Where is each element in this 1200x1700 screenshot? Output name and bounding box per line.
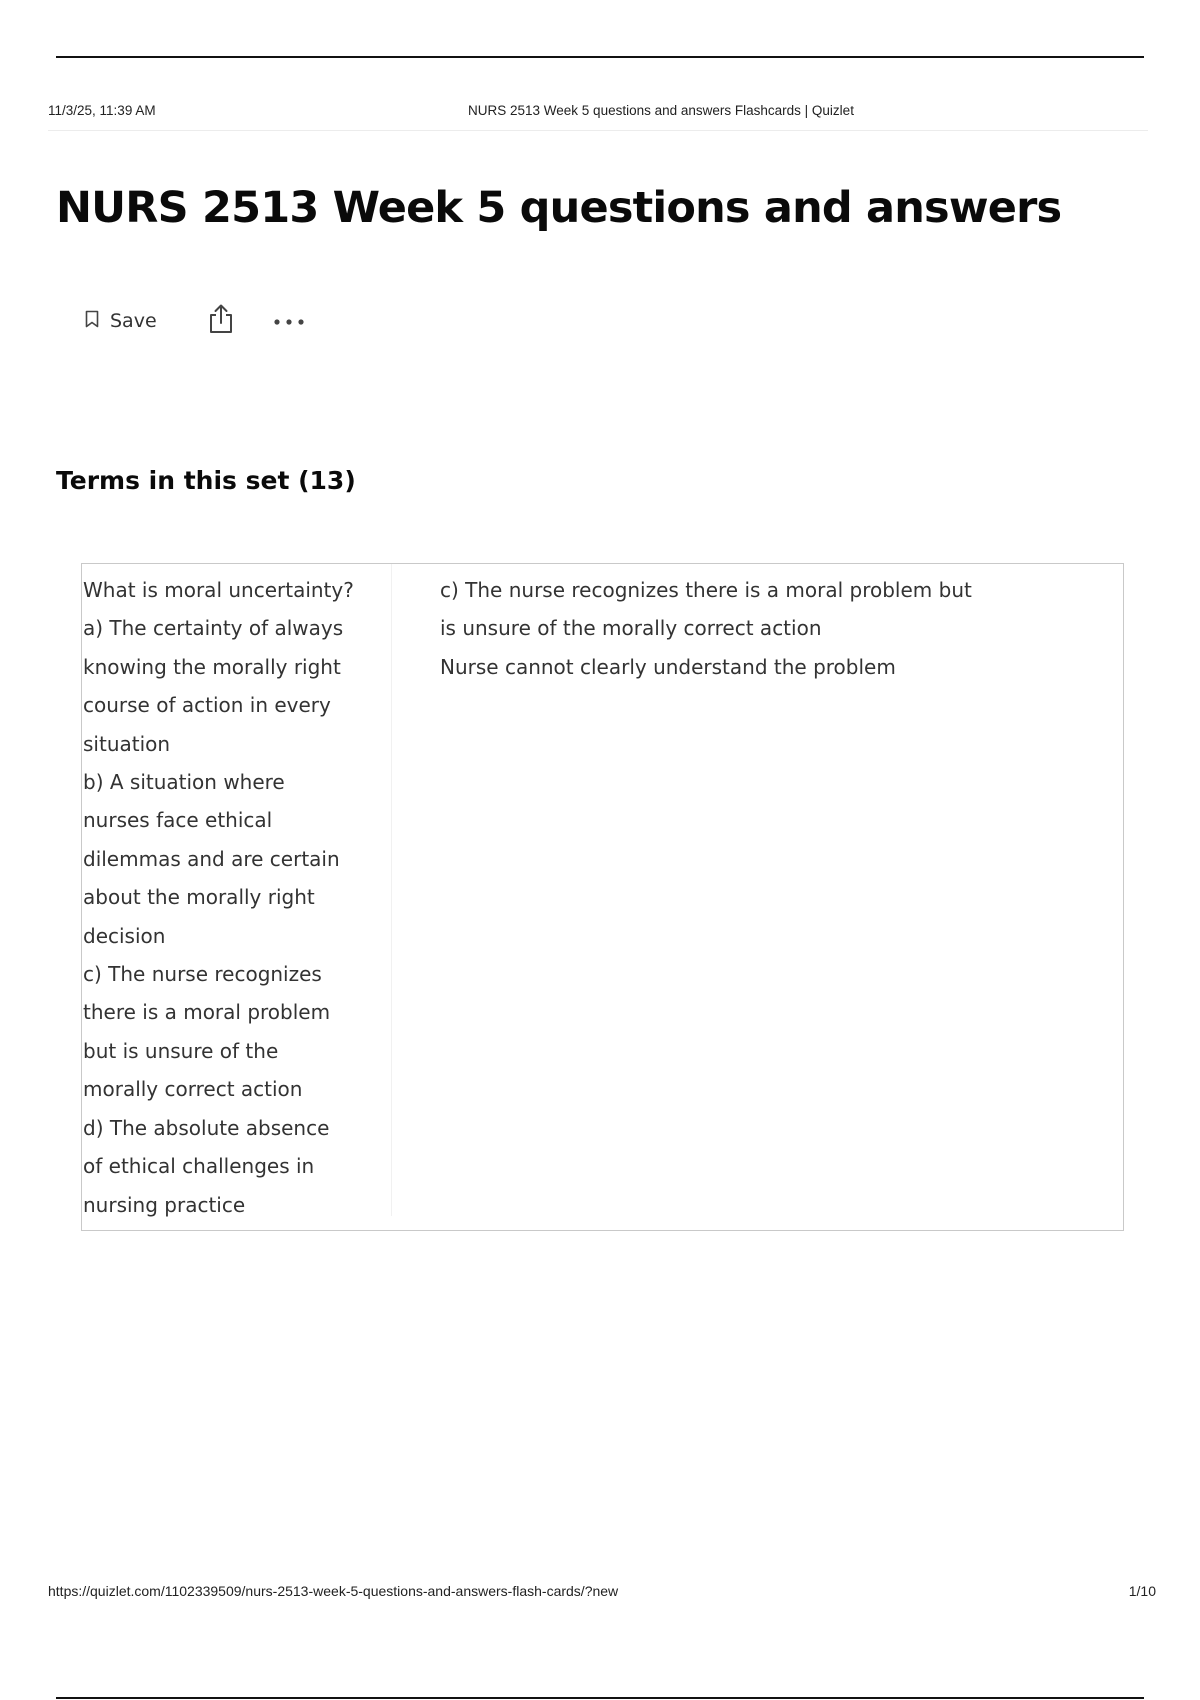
top-rule: [56, 56, 1144, 58]
print-date: 11/3/25, 11:39 AM: [48, 103, 156, 118]
term-line: morally correct action: [83, 1077, 303, 1102]
definition-line: is unsure of the morally correct action: [440, 616, 822, 641]
page-title: NURS 2513 Week 5 questions and answers: [56, 183, 1062, 233]
term-line: a) The certainty of always: [83, 616, 344, 641]
term-line: but is unsure of the: [83, 1038, 279, 1063]
term-text: [83, 571, 383, 1224]
print-header-divider: [48, 130, 1148, 131]
bottom-rule: [56, 1697, 1144, 1699]
term-line: dilemmas and are certain: [83, 846, 340, 871]
term-line: nurses face ethical: [83, 808, 273, 833]
term-line: d) The absolute absence: [83, 1115, 330, 1140]
more-icon: [273, 312, 305, 331]
more-options-button[interactable]: [273, 312, 305, 331]
print-header: [48, 103, 1148, 127]
term-line: course of action in every: [83, 693, 331, 718]
term-line: knowing the morally right: [83, 654, 341, 679]
share-button[interactable]: [207, 303, 235, 339]
bookmark-icon: [84, 310, 100, 333]
terms-heading: Terms in this set (13): [56, 466, 356, 495]
card-divider: [391, 564, 392, 1216]
save-label: Save: [110, 310, 157, 332]
term-line: b) A situation where: [83, 770, 285, 795]
set-actions: [84, 304, 305, 338]
definition-text: [440, 571, 1040, 686]
share-icon: [207, 303, 235, 339]
term-line: of ethical challenges in: [83, 1154, 315, 1179]
term-line: nursing practice: [83, 1192, 246, 1217]
print-footer: [48, 1583, 1156, 1605]
term-line: about the morally right: [83, 885, 315, 910]
term-line: What is moral uncertainty?: [83, 578, 354, 602]
definition-line: c) The nurse recognizes there is a moral problem but: [440, 578, 972, 602]
print-url: https://quizlet.com/1102339509/nurs-2513-week-5-questions-and-answers-flash-cards/?new: [48, 1583, 619, 1599]
save-button[interactable]: [84, 310, 157, 333]
page-number: 1/10: [1128, 1583, 1156, 1599]
term-line: decision: [83, 923, 166, 948]
print-doc-title: NURS 2513 Week 5 questions and answers Flashcards | Quizlet: [468, 103, 854, 118]
term-line: c) The nurse recognizes: [83, 962, 322, 987]
term-line: there is a moral problem: [83, 1000, 331, 1025]
flashcard-row: [81, 563, 1124, 1231]
definition-line: Nurse cannot clearly understand the problem: [440, 654, 896, 679]
term-line: situation: [83, 731, 171, 756]
